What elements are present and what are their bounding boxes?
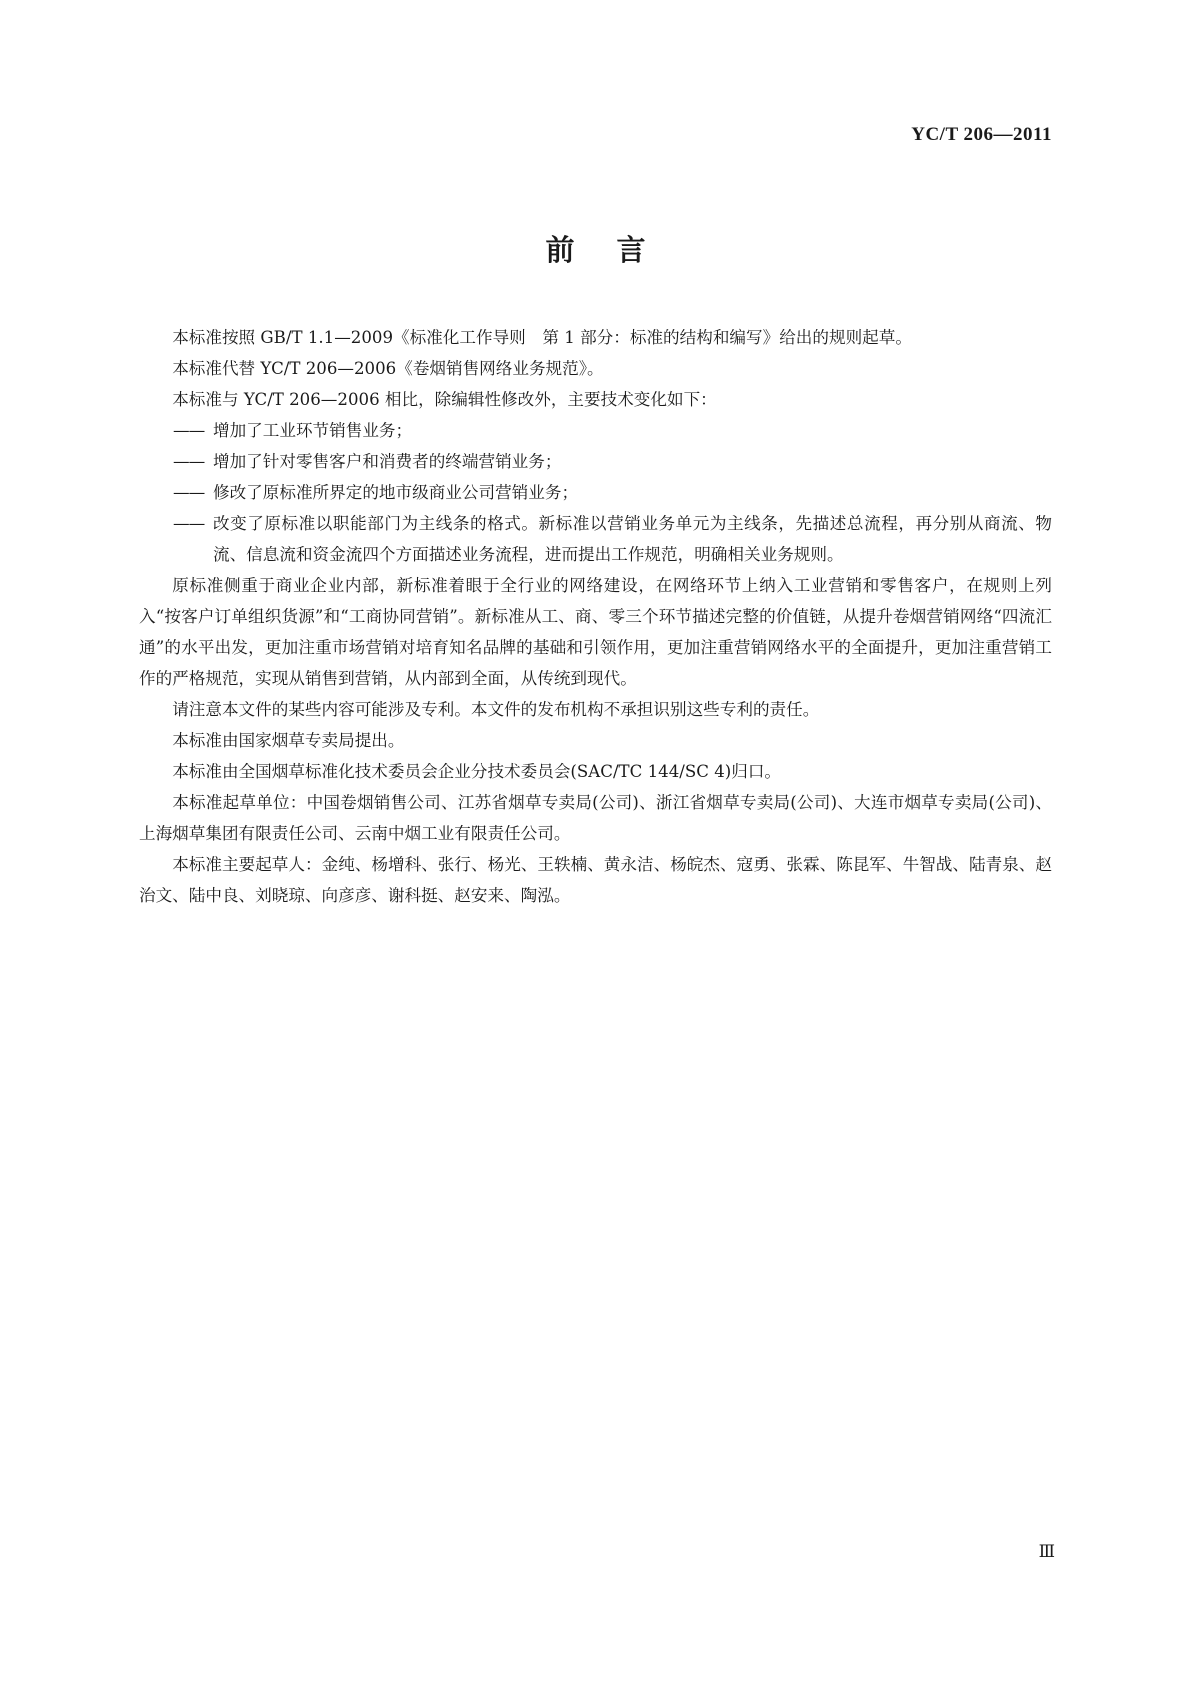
list-item — [139, 508, 1052, 570]
page-number: Ⅲ — [1038, 1542, 1055, 1561]
list-dash: —— — [173, 483, 205, 502]
body-paragraph: 本标准主要起草人：金纯、杨增科、张行、杨光、王轶楠、黄永洁、杨皖杰、寇勇、张霖、陈昆军、牛智战、陆青泉、赵治文、陆中良、刘晓琼、向彦彦、谢科挺、赵安来、陶泓。 — [139, 855, 1052, 905]
list-item — [139, 415, 1052, 446]
body-paragraph: 本标准由国家烟草专卖局提出。 — [172, 731, 405, 750]
body-paragraph: 原标准侧重于商业企业内部，新标准着眼于全行业的网络建设，在网络环节上纳入工业营销和零售客户，在规则上列入“按客户订单组织货源”和“工商协同营销”。新标准从工、商、零三个环节描述完整的价值链，从提升卷烟营销网络“四流汇通”的水平出发，更加注重市场营销对培育知名品牌的基础和引领作用，更加注重营销网络水平的全面提升，更加注重营销工作的严格规范，实现从销售到营销，从内部到全面，从传统到现代。 — [139, 576, 1052, 688]
changes-list — [139, 415, 1052, 570]
list-item-text: 增加了工业环节销售业务； — [213, 421, 413, 440]
intro-paragraph: 本标准代替 YC/T 206—2006《卷烟销售网络业务规范》。 — [172, 359, 604, 378]
list-dash: —— — [173, 421, 205, 440]
list-item-text: 修改了原标准所界定的地市级商业公司营销业务； — [213, 483, 579, 502]
list-item-text: 增加了针对零售客户和消费者的终端营销业务； — [213, 452, 562, 471]
foreword-body — [139, 322, 1052, 911]
body-paragraph: 请注意本文件的某些内容可能涉及专利。本文件的发布机构不承担识别这些专利的责任。 — [172, 700, 820, 719]
list-dash: —— — [173, 514, 205, 533]
list-dash: —— — [173, 452, 205, 471]
standard-code: YC/T 206—2011 — [911, 124, 1052, 145]
list-item — [139, 477, 1052, 508]
body-paragraph: 本标准起草单位：中国卷烟销售公司、江苏省烟草专卖局(公司)、浙江省烟草专卖局(公司)、大连市烟草专卖局(公司)、上海烟草集团有限责任公司、云南中烟工业有限责任公司。 — [139, 793, 1052, 843]
page-title: 前言 — [545, 233, 688, 267]
body-paragraph: 本标准由全国烟草标准化技术委员会企业分技术委员会(SAC/TC 144/SC 4)归口。 — [172, 762, 782, 781]
intro-paragraph: 本标准与 YC/T 206—2006 相比，除编辑性修改外，主要技术变化如下： — [172, 390, 717, 409]
intro-paragraph: 本标准按照 GB/T 1.1—2009《标准化工作导则 第 1 部分：标准的结构和编写》给出的规则起草。 — [172, 328, 912, 347]
list-item-text: 改变了原标准以职能部门为主线条的格式。新标准以营销业务单元为主线条，先描述总流程，再分别从商流、物流、信息流和资金流四个方面描述业务流程，进而提出工作规范，明确相关业务规则。 — [213, 514, 1052, 564]
list-item — [139, 446, 1052, 477]
